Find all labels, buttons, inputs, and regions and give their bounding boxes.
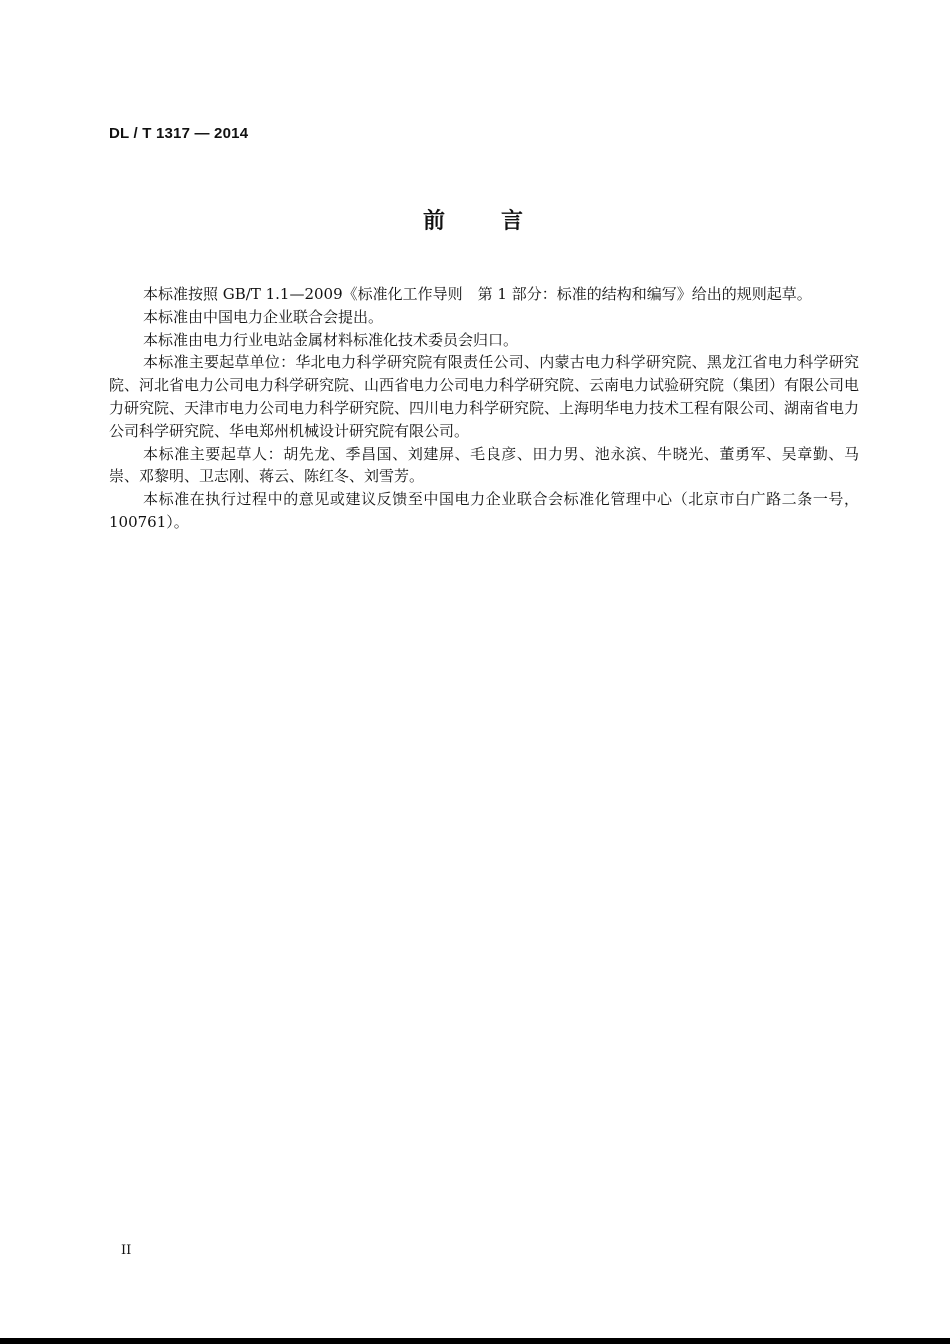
paragraph-drafters: 本标准主要起草人：胡先龙、季昌国、刘建屏、毛良彦、田力男、池永滨、牛晓光、董勇军、吴章勤、马崇、邓黎明、卫志刚、蒋云、陈红冬、刘雪芳。 xyxy=(109,444,859,486)
paragraph-feedback: 本标准在执行过程中的意见或建议反馈至中国电力企业联合会标准化管理中心（北京市白广路二条一号，100761）。 xyxy=(109,490,859,531)
paragraph-drafting-rules: 本标准按照 GB/T 1.1—2009《标准化工作导则 第 1 部分：标准的结构和编写》给出的规则起草。 xyxy=(143,285,812,303)
standard-code: DL / T 1317 — 2014 xyxy=(109,125,249,142)
paragraph-drafting-units: 本标准主要起草单位：华北电力科学研究院有限责任公司、内蒙古电力科学研究院、黑龙江省电力科学研究院、河北省电力公司电力科学研究院、山西省电力公司电力科学研究院、云南电力试验研究院（集团）有限公司电力研究院、天津市电力公司电力科学研究院、四川电力科学研究院、上海明华电力技术工程有限公司、湖南省电力公司科学研究院、华电郑州机械设计研究院有限公司。 xyxy=(109,353,860,440)
paragraph-proposer: 本标准由中国电力企业联合会提出。 xyxy=(143,307,384,326)
paragraph-committee: 本标准由电力行业电站金属材料标准化技术委员会归口。 xyxy=(143,330,519,349)
foreword-body xyxy=(109,283,859,534)
page-title: 前 言 xyxy=(422,209,527,234)
page-number: II xyxy=(121,1243,132,1258)
bottom-rule xyxy=(0,1338,950,1344)
